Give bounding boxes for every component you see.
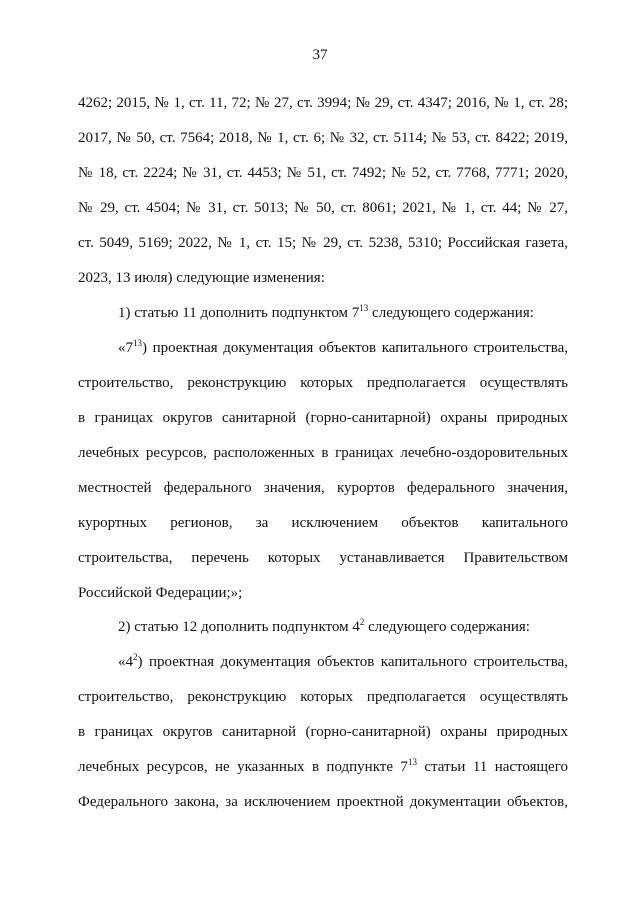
text-segment: 1) статью 11 дополнить подпунктом 7: [118, 305, 360, 321]
superscript: 13: [359, 303, 369, 313]
text-segment: ) проектная документация объектов капитального строительства,: [137, 654, 568, 670]
text-line: № 29, ст. 4504; № 31, ст. 5013; № 50, ст. 8061; 2021, № 1, ст. 44; № 27,: [78, 200, 568, 216]
text-line: ст. 5049, 5169; 2022, № 1, ст. 15; № 29, ст. 5238, 5310; Российская газета,: [78, 235, 568, 251]
text-line: Российской Федерации;»;: [78, 585, 243, 601]
superscript: 2: [133, 652, 138, 662]
text-segment: следующего содержания:: [368, 305, 534, 321]
text-segment: 2) статью 12 дополнить подпунктом 4: [118, 619, 360, 635]
page-number: 37: [312, 47, 328, 63]
superscript: 13: [407, 757, 417, 767]
text-line: в границах округов санитарной (горно-санитарной) охраны природных: [78, 724, 568, 740]
text-segment: лечебных ресурсов, не указанных в подпункте 7: [78, 759, 408, 775]
text-line: лечебных ресурсов, расположенных в границах лечебно-оздоровительных: [78, 445, 568, 461]
text-line: [118, 617, 568, 637]
text-line: местностей федерального значения, курортов федерального значения,: [78, 480, 568, 496]
text-line: [78, 757, 568, 777]
text-line: [118, 303, 568, 323]
superscript: 2: [359, 617, 365, 627]
text-line: [118, 338, 568, 358]
text-segment: статьи 11 настоящего: [416, 759, 568, 775]
text-line: Федерального закона, за исключением проектной документации объектов,: [78, 794, 568, 810]
text-line: 2023, 13 июля) следующие изменения:: [78, 270, 325, 286]
text-line: строительство, реконструкцию которых предполагается осуществлять: [78, 689, 568, 705]
text-segment: следующего содержания:: [364, 619, 530, 635]
text-line: курортных регионов, за исключением объектов капитального: [78, 515, 568, 531]
text-line: строительства, перечень которых устанавливается Правительством: [78, 550, 568, 566]
text-line: строительство, реконструкцию которых предполагается осуществлять: [78, 375, 568, 391]
superscript: 13: [133, 338, 142, 348]
text-line: 4262; 2015, № 1, ст. 11, 72; № 27, ст. 3994; № 29, ст. 4347; 2016, № 1, ст. 28;: [78, 95, 568, 111]
text-line: № 18, ст. 2224; № 31, ст. 4453; № 51, ст. 7492; № 52, ст. 7768, 7771; 2020,: [78, 165, 568, 181]
text-line: [118, 652, 568, 672]
text-segment: «4: [118, 654, 133, 670]
text-line: в границах округов санитарной (горно-санитарной) охраны природных: [78, 410, 568, 426]
text-segment: ) проектная документация объектов капитального строительства,: [142, 340, 568, 356]
text-segment: «7: [118, 340, 133, 356]
text-line: 2017, № 50, ст. 7564; 2018, № 1, ст. 6; № 32, ст. 5114; № 53, ст. 8422; 2019,: [78, 130, 568, 146]
